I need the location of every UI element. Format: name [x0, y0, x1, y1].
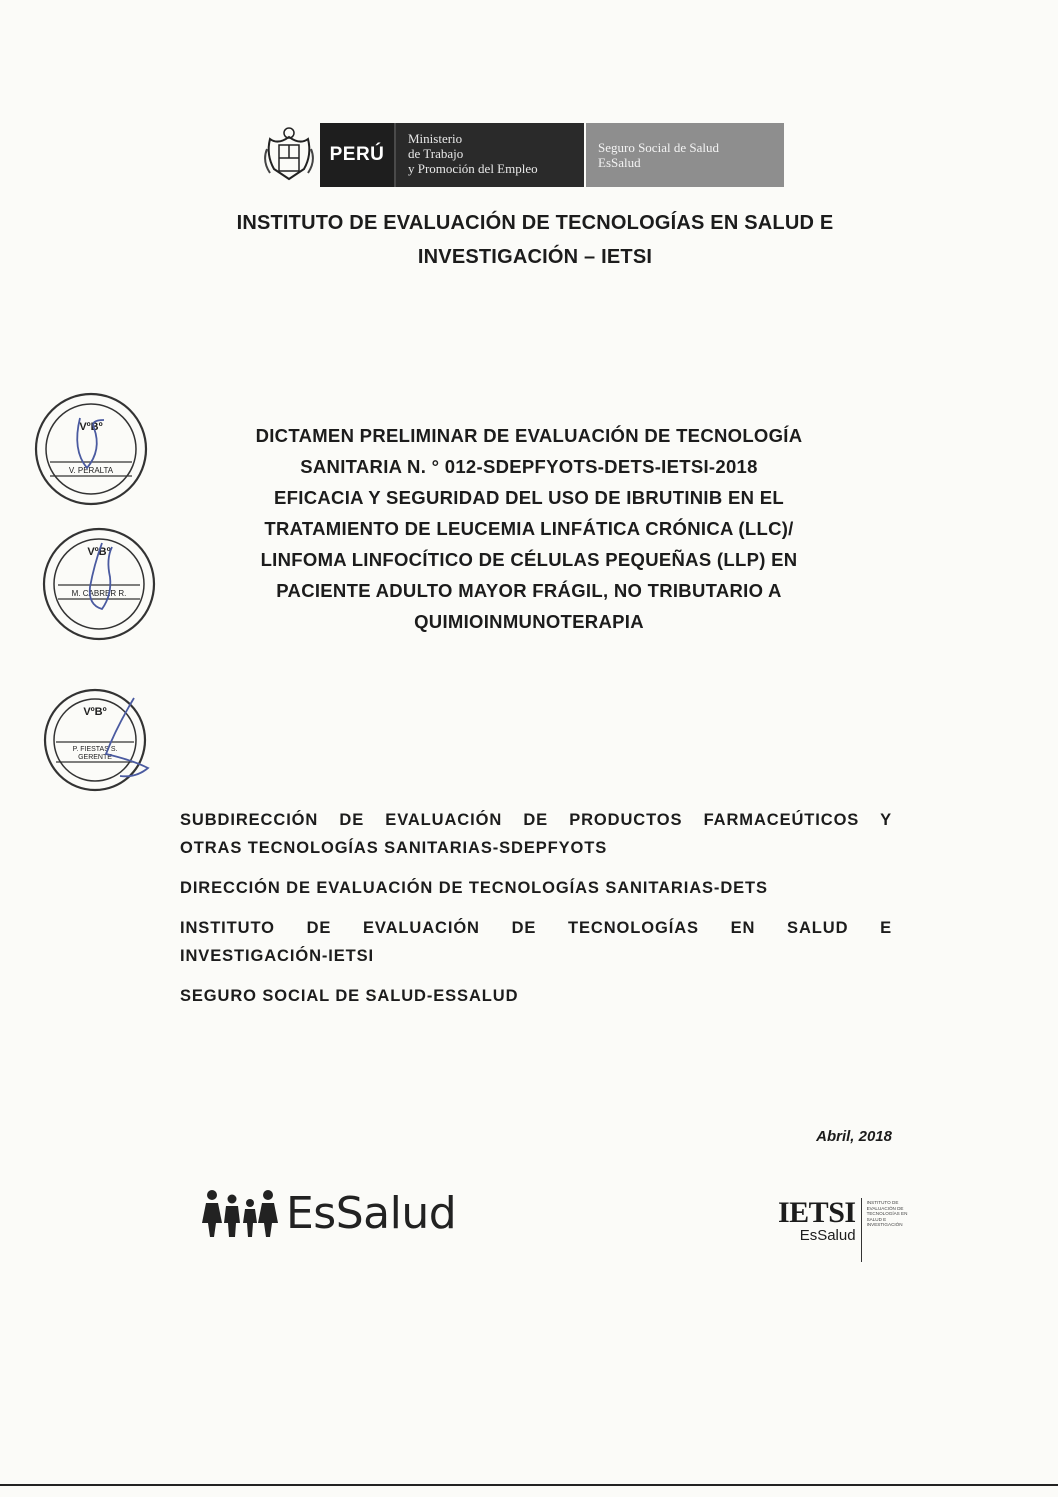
svg-text:M. CABRER R.: M. CABRER R. — [71, 589, 127, 598]
approval-stamp — [36, 688, 154, 797]
essalud-logo-text: EsSalud — [286, 1187, 457, 1239]
svg-text:P. FIESTAS S.: P. FIESTAS S. — [72, 746, 118, 753]
document-date: Abril, 2018 — [816, 1128, 892, 1145]
direccion-label: DIRECCIÓN DE EVALUACIÓN DE TECNOLOGÍAS SANITARIAS-DETS — [180, 879, 768, 897]
header-logo-strip — [258, 123, 784, 187]
ietsi-logo-description: INSTITUTO DE EVALUACIÓN DE TECNOLOGÍAS EN SALUD E INVESTIGACIÓN — [866, 1200, 908, 1228]
instituto-label: INSTITUTO DE EVALUACIÓN DE TECNOLOGÍAS EN SALUD E INVESTIGACIÓN-IETSI — [180, 919, 892, 965]
essalud-label: Seguro Social de Salud EsSalud — [586, 123, 784, 187]
svg-text:GERENTE: GERENTE — [78, 754, 112, 761]
report-title: DICTAMEN PRELIMINAR DE EVALUACIÓN DE TECNOLOGÍA SANITARIA N. ° 012-SDEPFYOTS-DETS-IETSI-2018 EFICACIA Y SEGURIDAD DEL USO DE IBRUTINIB EN EL TRATAMIENTO DE LEUCEMIA LINFÁTICA CRÓNICA (LLC)/ LINFOMA LINFOCÍTICO DE CÉLULAS PEQUEÑAS (LLP) EN PACIENTE ADULTO MAYOR FRÁGIL, NO TRIBUTARIO A QUIMIOINMUNOTERAPIA — [255, 425, 803, 632]
svg-text:VºBº: VºBº — [79, 421, 103, 433]
approval-stamp — [40, 525, 158, 648]
ietsi-logo — [778, 1198, 907, 1262]
ministry-label: Ministerio de Trabajo y Promoción del Empleo — [394, 123, 584, 187]
svg-text:VºBº: VºBº — [83, 706, 107, 718]
svg-text:VºBº: VºBº — [87, 546, 111, 558]
peru-label: PERÚ — [320, 123, 394, 187]
subdireccion-label: SUBDIRECCIÓN DE EVALUACIÓN DE PRODUCTOS FARMACEÚTICOS Y OTRAS TECNOLOGÍAS SANITARIAS-SDEPFYOTS — [180, 811, 892, 857]
institutions-list — [180, 806, 892, 1022]
seguro-label: SEGURO SOCIAL DE SALUD-ESSALUD — [180, 987, 519, 1005]
ietsi-logo-word: IETSI — [778, 1196, 856, 1229]
bottom-scan-line — [0, 1484, 1058, 1486]
essalud-logo — [200, 1178, 456, 1248]
svg-text:V. PERALTA: V. PERALTA — [68, 466, 114, 475]
coat-of-arms-icon — [258, 123, 320, 187]
ietsi-logo-sub: EsSalud — [799, 1227, 856, 1244]
family-icon — [200, 1185, 282, 1241]
approval-stamp — [32, 390, 150, 513]
institute-title: INSTITUTO DE EVALUACIÓN DE TECNOLOGÍAS EN SALUD E INVESTIGACIÓN – IETSI — [236, 212, 834, 268]
